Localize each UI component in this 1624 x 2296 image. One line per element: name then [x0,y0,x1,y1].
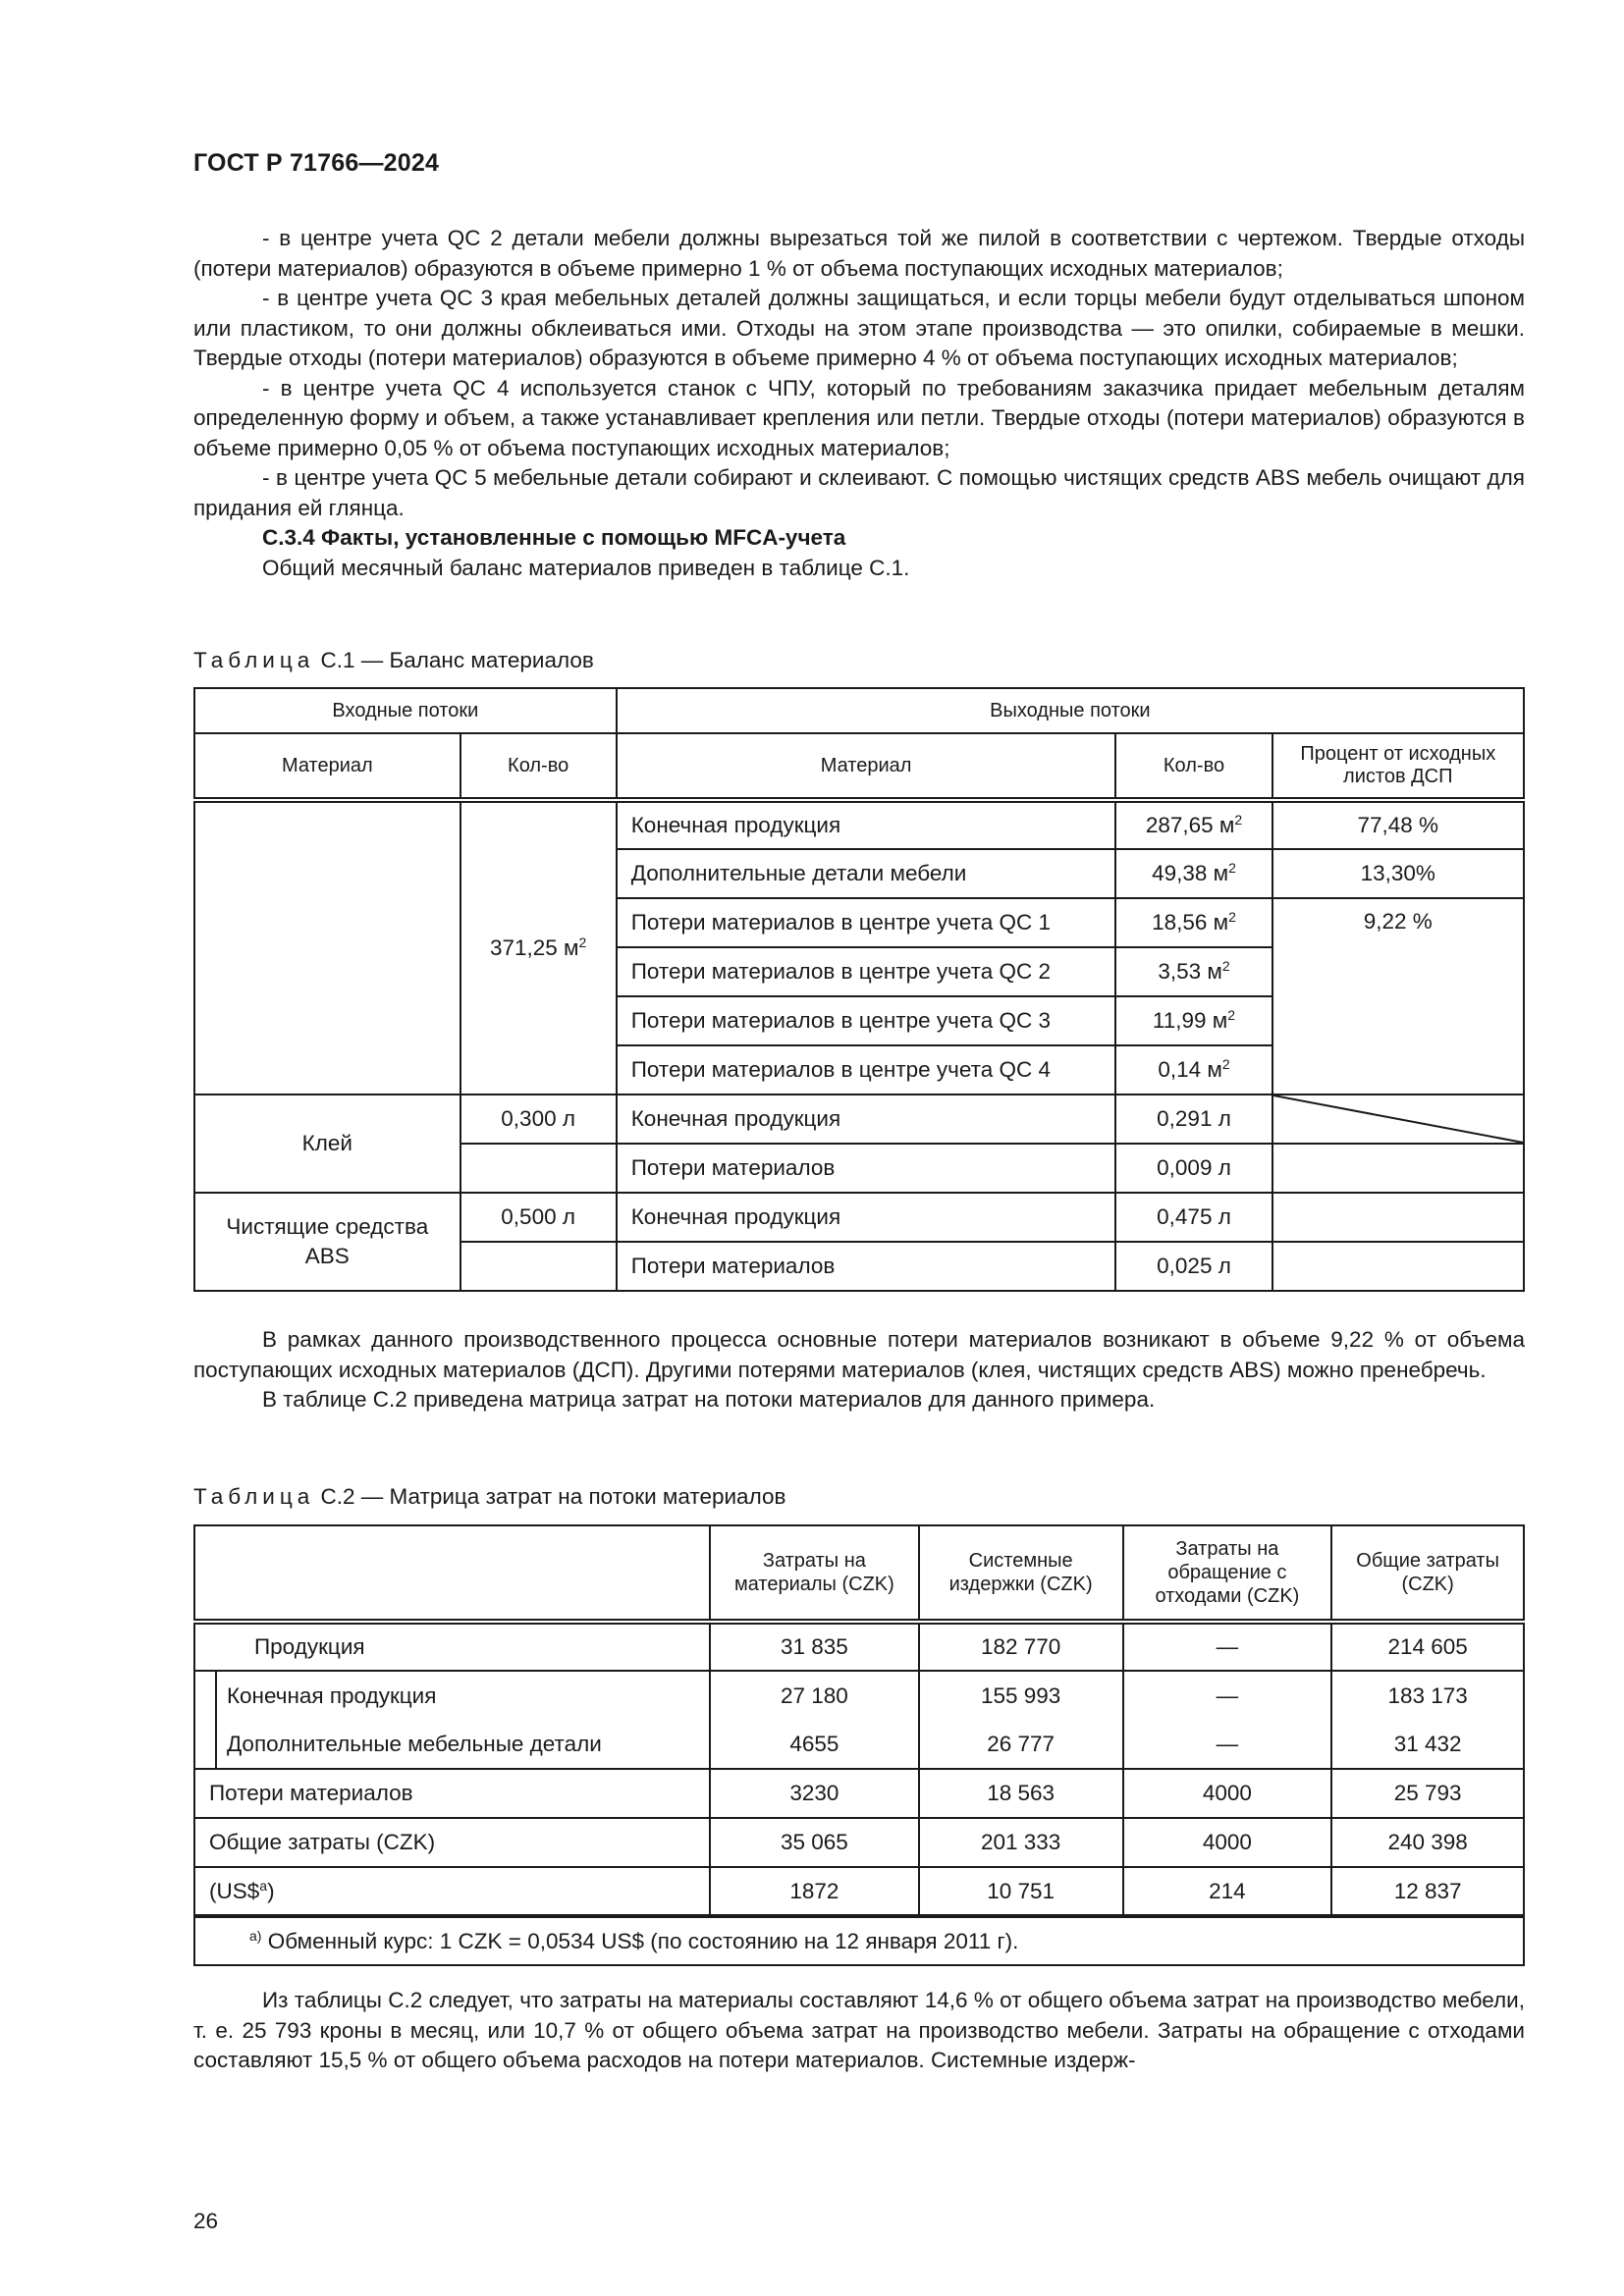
intro-text [193,224,1525,583]
out-qty: 0,14 $м^2$ [1115,1045,1272,1095]
cell: 27 180 [710,1671,919,1720]
col-in-qty: Кол-во [460,733,617,800]
column-header-row [194,1525,1524,1622]
mid-text [193,1325,1525,1415]
empty-header [194,1525,710,1622]
out-qty: 287,65 $м^2$ [1115,800,1272,849]
cell: 31 432 [1331,1720,1524,1769]
cell: 31 835 [710,1622,919,1671]
col-waste-costs: Затраты на обращение с отходами (CZK) [1123,1525,1332,1622]
cleaner-input-qty: 0,500 л [460,1193,617,1242]
footnote: $^{a)}$ Обменный курс: 1 CZK = 0,0534 US$ (по состоянию на 12 января 2011 г). [194,1916,1524,1965]
table-row [194,1193,1524,1242]
paragraph: В рамках данного производственного процесса основные потери материалов возникают в объеме 9,22 % от объема поступающих исходных материалов (ДСП). Другими потерями материалов (клея, чистящих средств ABS) можно пренебречь. [193,1327,1525,1382]
table-row [194,1769,1524,1818]
col-out-qty: Кол-во [1115,733,1272,800]
empty-cell [460,1144,617,1193]
cell: 12 837 [1331,1867,1524,1916]
table-row [194,1720,1524,1769]
glue-input-qty: 0,300 л [460,1095,617,1144]
cell: 183 173 [1331,1671,1524,1720]
cell: — [1123,1622,1332,1671]
paragraph: В таблице С.2 приведена матрица затрат на потоки материалов для данного примера. [262,1387,1156,1412]
col-material-costs: Затраты на материалы (CZK) [710,1525,919,1622]
cell: — [1123,1671,1332,1720]
table-row [194,1622,1524,1671]
out-qty: 0,025 л [1115,1242,1272,1291]
column-header-row [194,733,1524,800]
out-qty: 0,009 л [1115,1144,1272,1193]
closing-text [193,1986,1525,2076]
percent-losses: 9,22 % [1272,898,1524,1095]
cell: 214 605 [1331,1622,1524,1671]
cell: 35 065 [710,1818,919,1867]
col-total-costs: Общие затраты (CZK) [1331,1525,1524,1622]
section-heading: С.3.4 Факты, установленные с помощью MFCA-учета [262,525,846,550]
paragraph: Из таблицы С.2 следует, что затраты на материалы составляют 14,6 % от общего объема затрат на производство мебели, т. е. 25 793 кроны в месяц, или 10,7 % от общего объема затрат на производство мебели. Затраты на обращение с отходами составляют 15,5 % от общего объема расходов на потери материалов. Системные издерж- [193,1988,1525,2072]
caption-text: С.1 — Баланс материалов [320,648,594,672]
diagonal-empty-cell [1272,1095,1524,1144]
out-qty: 11,99 $м^2$ [1115,996,1272,1045]
caption-prefix: Таблица [193,1484,315,1509]
paragraph: Общий месячный баланс материалов приведен в таблице С.1. [262,555,910,580]
paragraph: - в центре учета QC 2 детали мебели должны вырезаться той же пилой в соответствии с чертежом. Твердые отходы (потери материалов) образуются в объеме примерно 1 % от объема поступающих исходных материалов; [193,226,1525,281]
cell: 26 777 [919,1720,1123,1769]
empty-cell [1272,1144,1524,1193]
page-number: 26 [193,2209,219,2233]
cell: 240 398 [1331,1818,1524,1867]
out-material: Дополнительные детали мебели [617,849,1116,898]
row-label: Продукция [194,1622,710,1671]
document-header: ГОСТ Р 71766—2024 [193,149,440,177]
cell: 182 770 [919,1622,1123,1671]
cell: 25 793 [1331,1769,1524,1818]
table-row [194,1867,1524,1916]
cell: 4655 [710,1720,919,1769]
cell: 155 993 [919,1671,1123,1720]
col-percent: Процент от исходных листов ДСП [1272,733,1524,800]
row-label: Общие затраты (CZK) [194,1818,710,1867]
cell: 201 333 [919,1818,1123,1867]
output-flows-header: Выходные потоки [617,688,1524,733]
empty-cell [460,1242,617,1291]
col-in-material: Материал [194,733,460,800]
indent-cell [194,1671,216,1769]
percent: 13,30% [1272,849,1524,898]
out-material: Потери материалов [617,1242,1116,1291]
caption-text: С.2 — Матрица затрат на потоки материалов [320,1484,786,1509]
out-qty: 0,291 л [1115,1095,1272,1144]
col-out-material: Материал [617,733,1116,800]
table-row [194,1671,1524,1720]
group-header-row [194,688,1524,733]
table-row [194,1818,1524,1867]
caption-prefix: Таблица [193,648,315,672]
empty-cell [1272,1193,1524,1242]
out-material: Конечная продукция [617,1095,1116,1144]
glue-material: Клей [194,1095,460,1193]
footnote-row [194,1916,1524,1965]
out-material: Потери материалов в центре учета QC 4 [617,1045,1116,1095]
cell: 214 [1123,1867,1332,1916]
out-material: Потери материалов в центре учета QC 1 [617,898,1116,947]
out-material: Конечная продукция [617,800,1116,849]
table1-caption [193,648,594,673]
out-qty: 3,53 $м^2$ [1115,947,1272,996]
out-material: Потери материалов в центре учета QC 3 [617,996,1116,1045]
out-material: Конечная продукция [617,1193,1116,1242]
table-row [194,1095,1524,1144]
out-qty: 49,38 $м^2$ [1115,849,1272,898]
cell: 18 563 [919,1769,1123,1818]
row-label: (US\$$^a$) [194,1867,710,1916]
cell: 4000 [1123,1818,1332,1867]
cell: 10 751 [919,1867,1123,1916]
row-label: Потери материалов [194,1769,710,1818]
table2-caption [193,1484,785,1510]
cost-matrix-table [193,1524,1525,1966]
col-system-costs: Системные издержки (CZK) [919,1525,1123,1622]
row-label: Конечная продукция [216,1671,710,1720]
paragraph: - в центре учета QC 3 края мебельных деталей должны защищаться, и если торцы мебели будут отделываться шпоном или пластиком, то они должны обклеиваться ими. Отходы на этом этапе производства — это опилки, собираемые в мешки. Твердые отходы (потери материалов) образуются в объеме примерно 4 % от объема поступающих исходных материалов; [193,286,1525,370]
row-label: Дополнительные мебельные детали [216,1720,710,1769]
cell: — [1123,1720,1332,1769]
cell: 3230 [710,1769,919,1818]
diagonal-line [1273,1095,1523,1143]
dsp-material-cell [194,800,460,1095]
out-qty: 18,56 $м^2$ [1115,898,1272,947]
cleaner-material: Чистящие средства ABS [194,1193,460,1291]
paragraph: - в центре учета QC 5 мебельные детали собирают и склеивают. С помощью чистящих средств ABS мебель очищают для придания ей глянца. [193,465,1525,520]
out-material: Потери материалов [617,1144,1116,1193]
out-qty: 0,475 л [1115,1193,1272,1242]
cell: 1872 [710,1867,919,1916]
paragraph: - в центре учета QC 4 используется станок с ЧПУ, который по требованиям заказчика придает мебельным деталям определенную форму и объем, а также устанавливает крепления или петли. Твердые отходы (потери материалов) образуются в объеме примерно 0,05 % от объема поступающих исходных материалов; [193,375,1525,460]
input-flows-header: Входные потоки [194,688,617,733]
out-material: Потери материалов в центре учета QC 2 [617,947,1116,996]
empty-cell [1272,1242,1524,1291]
material-balance-table [193,687,1525,1292]
percent: 77,48 % [1272,800,1524,849]
table-row [194,800,1524,849]
dsp-input-qty: 371,25 $м^2$ [460,800,617,1095]
cell: 4000 [1123,1769,1332,1818]
